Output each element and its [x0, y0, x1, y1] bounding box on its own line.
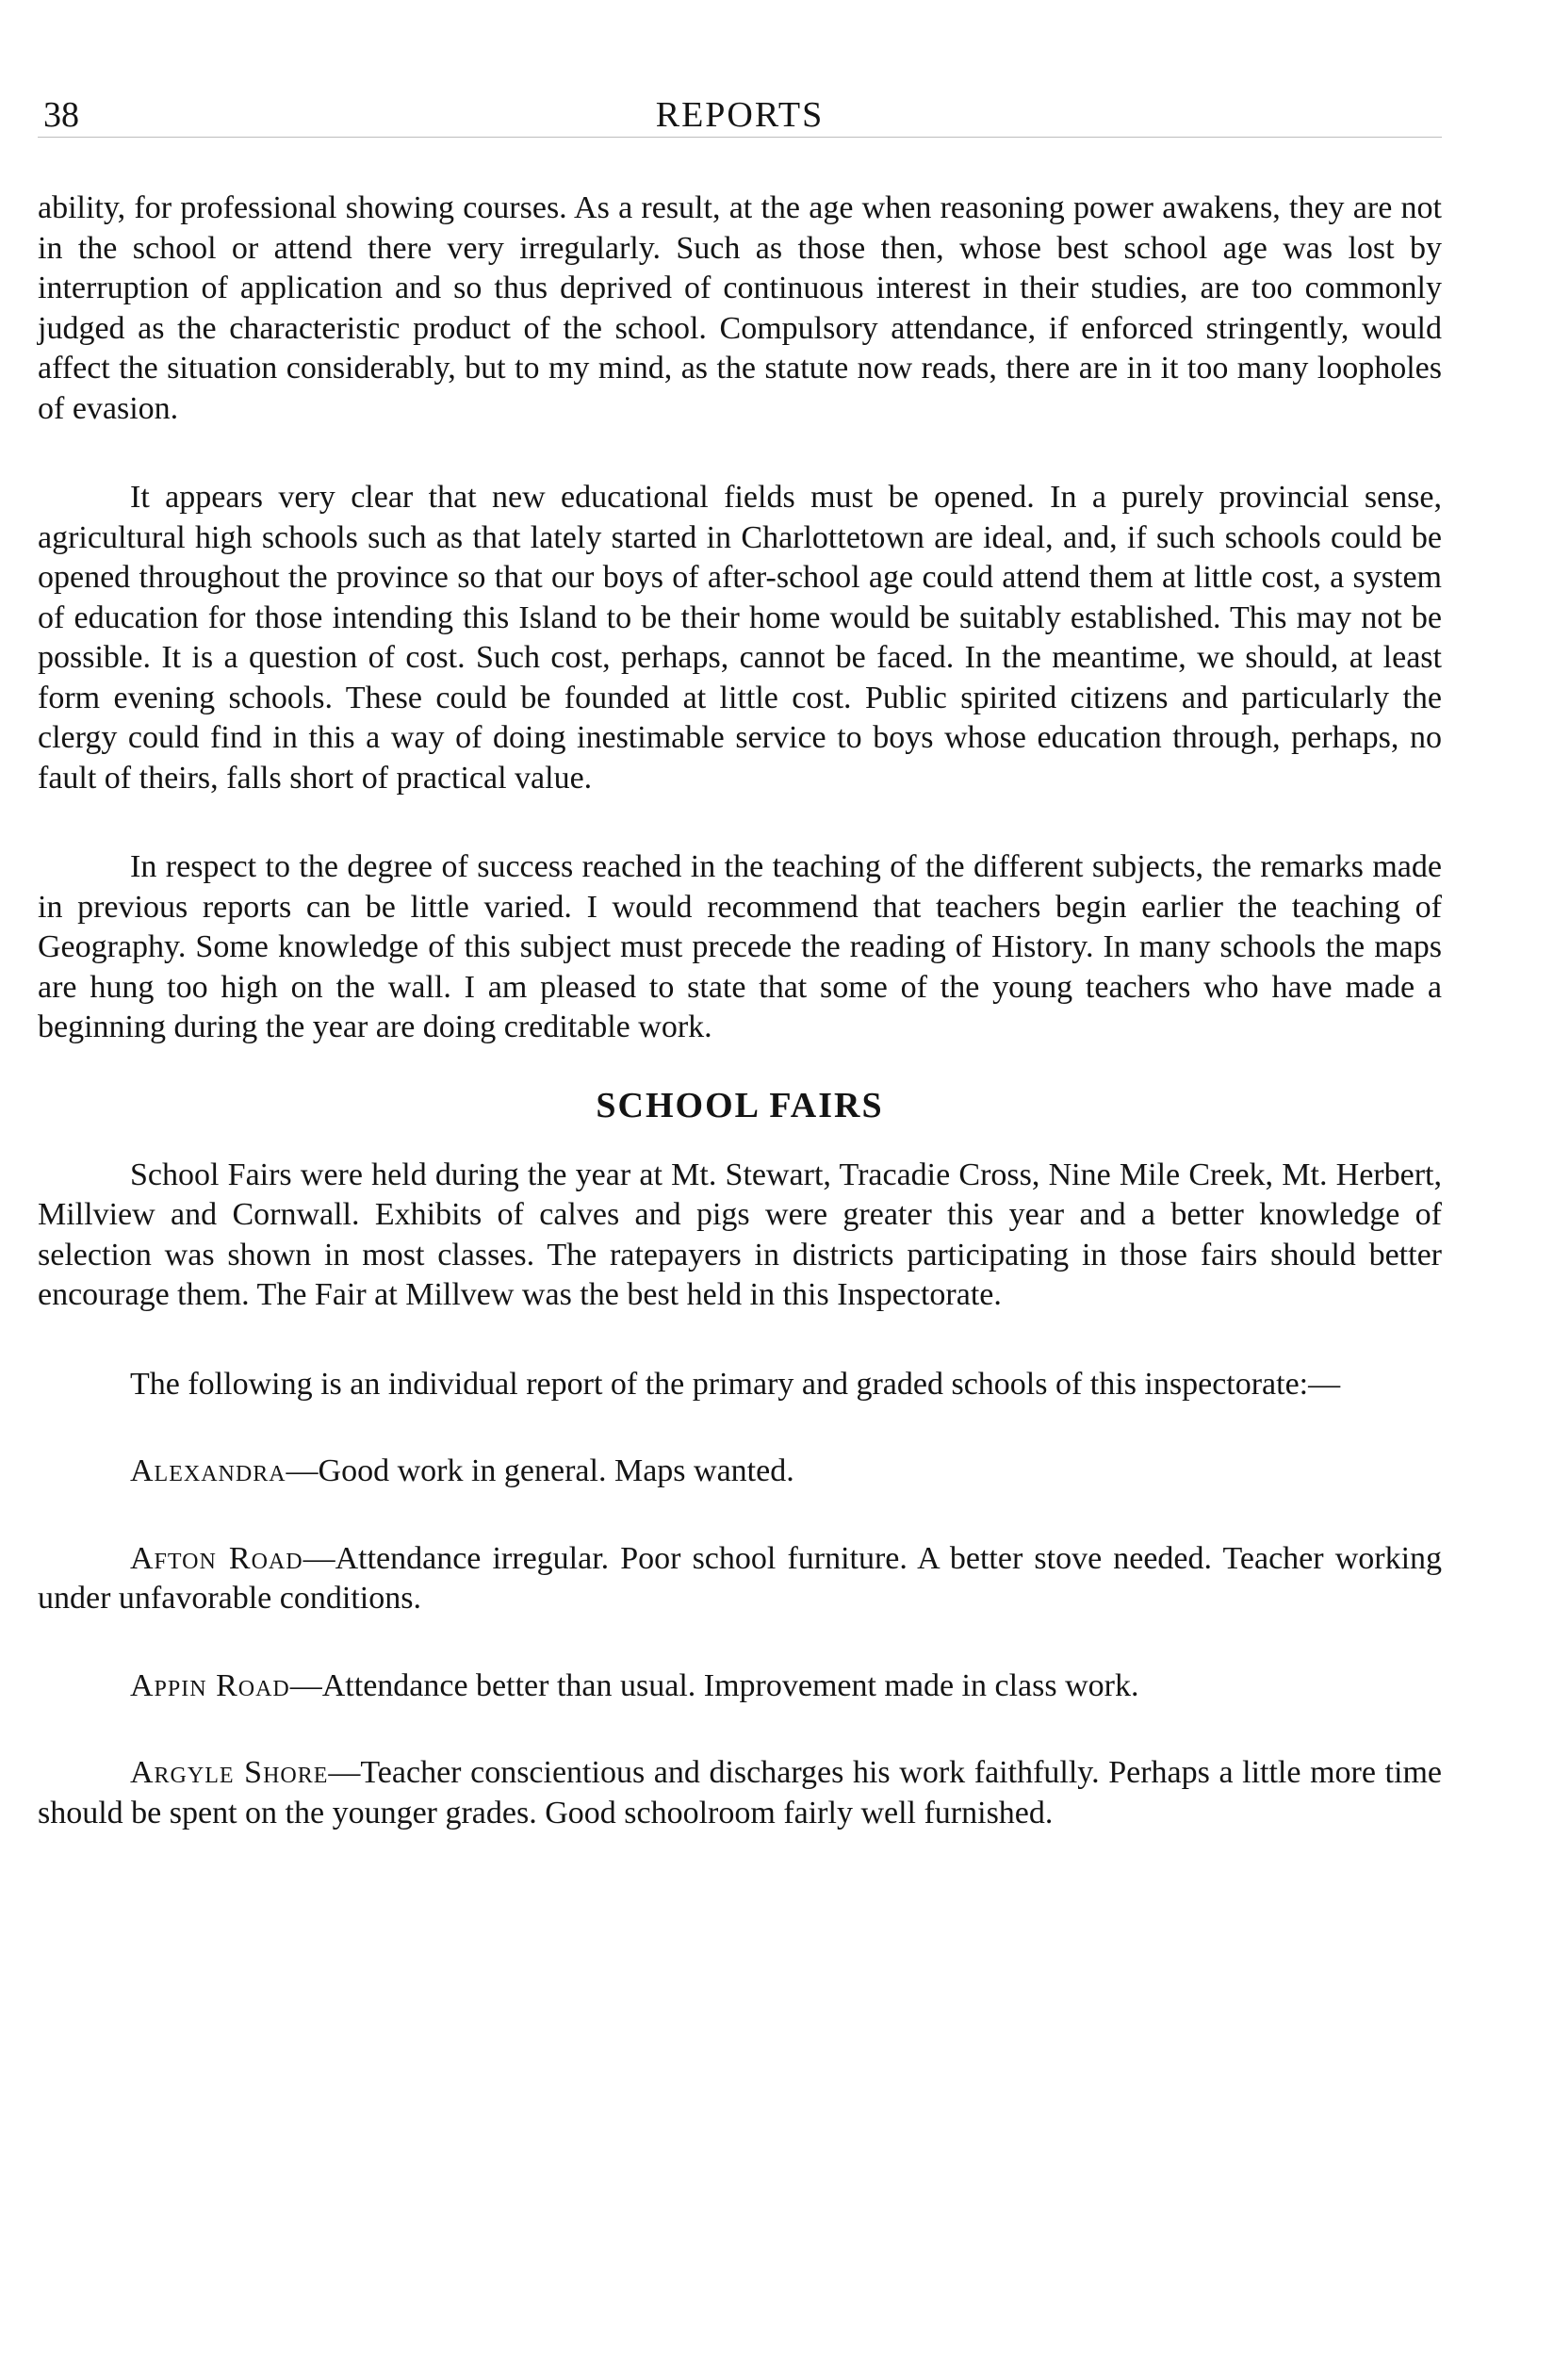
section-heading-school-fairs: SCHOOL FAIRS: [596, 1085, 884, 1125]
school-name: Appin Road: [130, 1667, 290, 1703]
paragraph-educational-fields: It appears very clear that new educational fields must be opened. In a purely provincial sense, agricultural high schools such as that lately started in Charlottetown are ideal, and, if such schools could be opened throughout the province so that our boys of after-school age could attend them at little cost, a system of education for those intending this Island to be their home would be suitably established. This may not be possible. It is a question of cost. Such cost, perhaps, cannot be faced. In the meantime, we should, at least form evening schools. These could be founded at little cost. Public spirited citizens and particularly the clergy could find in this a way of doing inestimable service to boys whose education through, perhaps, no fault of theirs, falls short of practical value.: [38, 480, 1442, 796]
school-entry-alexandra: [38, 1452, 1442, 1492]
school-remarks: —Good work in general. Maps wanted.: [286, 1453, 794, 1488]
paragraph-teaching-subjects: In respect to the degree of success reached in the teaching of the different subjects, the remarks made in previous reports can be little varied. I would recommend that teachers begin earlier the teaching of Geography. Some knowledge of this subject must precede the reading of History. In many schools the maps are hung too high on the wall. I am pleased to state that some of the young teachers who have made a beginning during the year are doing creditable work.: [38, 849, 1442, 1044]
paragraph-compulsory-attendance: ability, for professional showing courses. As a result, at the age when reasoning power awakens, they are not in the school or attend there very irregularly. Such as those then, whose best school age was lost by interruption of application and so thus deprived of continuous interest in their studies, are too commonly judged as the characteristic product of the school. Compulsory attendance, if enforced stringently, would affect the situation considerably, but to my mind, as the statute now reads, there are in it too many loopholes of evasion.: [38, 190, 1442, 426]
school-remarks: —Attendance better than usual. Improvement made in class work.: [289, 1667, 1139, 1703]
school-name: Afton Road: [130, 1540, 303, 1576]
school-remarks: —Attendance irregular. Poor school furniture. A better stove needed. Teacher working under unfavorable conditions.: [38, 1540, 1443, 1616]
header-rule: [38, 137, 1442, 138]
paragraph-individual-report-intro: The following is an individual report of the primary and graded schools of this inspectorate:—: [130, 1366, 1341, 1402]
body-text: [38, 189, 1442, 1880]
school-name: Alexandra: [130, 1453, 286, 1488]
school-entry-argyle-shore: [38, 1753, 1442, 1833]
paragraph-school-fairs: School Fairs were held during the year at Mt. Stewart, Tracadie Cross, Nine Mile Creek, Mt. Herbert, Millview and Cornwall. Exhibits of calves and pigs were greater this year and a better knowledge of selection was shown in most classes. The ratepayers in districts participating in those fairs should better encourage them. The Fair at Millvew was the best held in this Inspectorate.: [38, 1157, 1442, 1312]
school-name: Argyle Shore: [130, 1755, 329, 1790]
page-header: [38, 94, 1442, 141]
school-remarks: —Teacher conscientious and discharges his work faithfully. Perhaps a little more time should be spent on the younger grades. Good schoolroom fairly well furnished.: [38, 1755, 1442, 1830]
running-head: REPORTS: [655, 95, 825, 135]
school-entry-appin-road: [38, 1666, 1442, 1707]
school-entry-afton-road: [38, 1539, 1442, 1619]
page-number: 38: [43, 95, 79, 135]
